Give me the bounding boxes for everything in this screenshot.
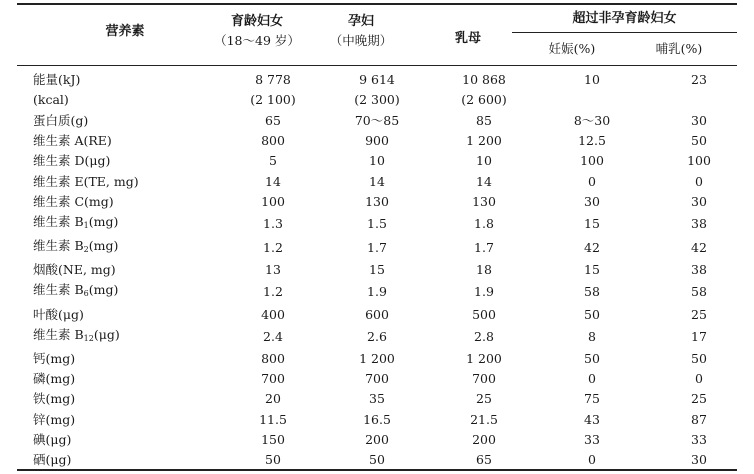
nutrient-name-subscript: 2: [83, 245, 89, 255]
lactating-value: 14: [476, 173, 492, 189]
table-header-rule: [17, 65, 737, 66]
nutrient-name-unit: (mg): [88, 214, 119, 230]
nutrient-name: (kcal): [33, 92, 69, 108]
women-value: 2.4: [263, 328, 283, 344]
pregnant-value: 16.5: [363, 411, 391, 427]
pregnancy-pct-value: 0: [588, 452, 596, 468]
pregnant-value: 70～85: [354, 112, 400, 128]
lactation-pct-value: 58: [691, 284, 707, 300]
nutrient-name: 铁(mg): [33, 391, 76, 407]
lactation-pct-value: 50: [691, 133, 707, 149]
lactating-value: 200: [472, 432, 496, 447]
lactation-pct-value: 38: [691, 262, 707, 278]
women-value: 14: [265, 173, 281, 189]
nutrient-name-subscript: 6: [83, 289, 89, 299]
lactating-value: 1.8: [474, 216, 494, 232]
header-pregnancy-pct: 妊娠(%): [548, 41, 596, 56]
nutrient-name-subscript: 12: [83, 333, 94, 343]
lactating-value: 1 200: [466, 133, 502, 149]
table-row: [17, 90, 753, 110]
nutrient-name-base: 维生素 B: [33, 214, 84, 230]
pregnancy-pct-value: 33: [584, 432, 600, 447]
pregnancy-pct-value: 42: [584, 240, 600, 256]
table-row: [17, 70, 753, 90]
women-value: 8 778: [255, 72, 291, 88]
lactating-value: 25: [476, 391, 492, 407]
lactation-pct-value: 30: [691, 193, 707, 209]
table-row: [17, 369, 753, 389]
pregnancy-pct-value: 15: [584, 262, 600, 278]
nutrient-table-body: [17, 70, 753, 470]
lactation-pct-value: 38: [691, 216, 707, 232]
lactation-pct-value: 17: [691, 328, 707, 344]
table-row: [17, 111, 753, 131]
nutrient-name: 维生素 D(μg): [33, 153, 111, 169]
nutrient-name: 磷(mg): [33, 371, 76, 387]
pregnant-value: 1.9: [367, 284, 387, 300]
lactation-pct-value: 30: [691, 112, 707, 128]
lactating-value: 10 868: [462, 72, 506, 88]
header-pregnant: 孕妇: [347, 14, 374, 29]
women-value: 150: [261, 432, 285, 447]
lactating-value: 85: [476, 112, 492, 128]
lactating-value: 21.5: [470, 411, 498, 427]
pregnant-value: 9 614: [359, 72, 395, 88]
table-subheader-rule: [512, 32, 737, 33]
nutrient-name: [17, 280, 221, 304]
pregnancy-pct-value: 43: [584, 411, 600, 427]
lactation-pct-value: 0: [695, 173, 703, 189]
pregnancy-pct-value: 8: [588, 328, 596, 344]
lactation-pct-value: 25: [691, 306, 707, 322]
nutrient-name: 能量(kJ): [33, 72, 81, 88]
women-value: 800: [261, 350, 285, 366]
pregnant-value: 900: [365, 133, 389, 149]
table-top-rule: [17, 3, 737, 5]
nutrient-name-unit: (mg): [88, 282, 119, 298]
lactation-pct-value: [645, 90, 753, 110]
nutrient-name: 维生素 A(RE): [33, 133, 112, 149]
nutrient-name: 维生素 C(mg): [33, 193, 114, 209]
header-nutrient: 营养素: [105, 24, 145, 39]
pregnancy-pct-value: 0: [588, 371, 596, 387]
pregnancy-pct-value: 50: [584, 350, 600, 366]
pregnant-value: 130: [365, 193, 389, 209]
lactation-pct-value: 0: [695, 371, 703, 387]
nutrient-name-subscript: 1: [83, 221, 89, 231]
table-row: [17, 171, 753, 191]
lactating-value: 1.7: [474, 240, 494, 256]
lactation-pct-value: 25: [691, 391, 707, 407]
lactating-value: 2.8: [474, 328, 494, 344]
women-value: 50: [265, 452, 281, 468]
lactating-value: 1.9: [474, 284, 494, 300]
header-lactating: 乳母: [454, 31, 481, 46]
women-value: 1.3: [263, 216, 283, 232]
pregnant-value: 1.5: [367, 216, 387, 232]
table-row: [17, 430, 753, 450]
lactating-value: (2 600): [461, 92, 507, 108]
pregnant-value: 2.6: [367, 328, 387, 344]
nutrient-name-base: 维生素 B: [33, 282, 84, 298]
lactating-value: 1 200: [466, 350, 502, 366]
header-lactation-pct: 哺乳(%): [655, 41, 703, 56]
table-row: [17, 349, 753, 369]
pregnancy-pct-value: 50: [584, 306, 600, 322]
lactation-pct-value: 50: [691, 350, 707, 366]
pregnant-value: 600: [365, 306, 389, 322]
pregnancy-pct-value: 15: [584, 216, 600, 232]
nutrient-table: [17, 70, 753, 470]
women-value: 1.2: [263, 240, 283, 256]
nutrient-name-unit: (μg): [93, 326, 120, 342]
nutrient-name: [17, 212, 221, 236]
lactation-pct-value: 87: [691, 411, 707, 427]
pregnancy-pct-value: [539, 90, 645, 110]
nutrient-name-unit: (mg): [88, 238, 119, 254]
nutrient-name: 硒(μg): [33, 452, 72, 468]
women-value: 100: [261, 193, 285, 209]
nutrient-name: [17, 325, 221, 349]
women-value: (2 100): [250, 92, 296, 108]
table-row: [17, 450, 753, 470]
lactation-pct-value: 30: [691, 452, 707, 468]
table-row: [17, 389, 753, 409]
lactating-value: 10: [476, 153, 492, 169]
pregnant-value: 10: [369, 153, 385, 169]
pregnancy-pct-value: 75: [584, 391, 600, 407]
pregnancy-pct-value: 10: [584, 72, 600, 88]
nutrient-name: 碘(μg): [33, 432, 72, 447]
lactation-pct-value: 23: [691, 72, 707, 88]
pregnant-value: 35: [369, 391, 385, 407]
lactating-value: 130: [472, 193, 496, 209]
women-value: 5: [269, 153, 277, 169]
table-row: [17, 280, 753, 304]
table-row: [17, 236, 753, 260]
table-row: [17, 151, 753, 171]
pregnant-value: 200: [365, 432, 389, 447]
women-value: 800: [261, 133, 285, 149]
nutrient-name-base: 维生素 B: [33, 238, 84, 254]
lactation-pct-value: 100: [687, 153, 711, 169]
header-exceed: 超过非孕育龄妇女: [572, 11, 677, 26]
lactating-value: 700: [472, 371, 496, 387]
nutrient-name: 维生素 E(TE, mg): [33, 173, 139, 189]
women-value: 700: [261, 371, 285, 387]
lactating-value: 18: [476, 262, 492, 278]
table-row: [17, 131, 753, 151]
table-row: [17, 260, 753, 280]
table-row: [17, 325, 753, 349]
header-women-age: （18～49 岁）: [214, 33, 300, 48]
nutrient-name: 蛋白质(g): [33, 112, 89, 128]
pregnancy-pct-value: 58: [584, 284, 600, 300]
lactation-pct-value: 33: [691, 432, 707, 447]
nutrient-name: 钙(mg): [33, 350, 76, 366]
pregnant-value: 15: [369, 262, 385, 278]
pregnant-value: (2 300): [354, 92, 400, 108]
lactating-value: 500: [472, 306, 496, 322]
women-value: 1.2: [263, 284, 283, 300]
women-value: 400: [261, 306, 285, 322]
women-value: 20: [265, 391, 281, 407]
lactating-value: 65: [476, 452, 492, 468]
nutrient-name: 叶酸(μg): [33, 306, 84, 322]
pregnancy-pct-value: 100: [580, 153, 604, 169]
table-row: [17, 410, 753, 430]
header-pregnant-stage: （中晚期）: [329, 33, 393, 48]
women-value: 65: [265, 112, 281, 128]
nutrient-name: 锌(mg): [33, 411, 76, 427]
table-row: [17, 192, 753, 212]
women-value: 11.5: [259, 411, 287, 427]
lactation-pct-value: 42: [691, 240, 707, 256]
women-value: 13: [265, 262, 281, 278]
nutrient-name: 烟酸(NE, mg): [33, 262, 116, 278]
table-row: [17, 212, 753, 236]
nutrient-name: [17, 236, 221, 260]
header-women: 育龄妇女: [230, 14, 283, 29]
pregnant-value: 14: [369, 173, 385, 189]
pregnancy-pct-value: 12.5: [578, 133, 606, 149]
table-row: [17, 304, 753, 324]
pregnancy-pct-value: 8～30: [573, 112, 611, 128]
pregnant-value: 50: [369, 452, 385, 468]
pregnant-value: 1.7: [367, 240, 387, 256]
nutrient-name-base: 维生素 B: [33, 326, 84, 342]
pregnant-value: 1 200: [359, 350, 395, 366]
pregnant-value: 700: [365, 371, 389, 387]
pregnancy-pct-value: 0: [588, 173, 596, 189]
pregnancy-pct-value: 30: [584, 193, 600, 209]
